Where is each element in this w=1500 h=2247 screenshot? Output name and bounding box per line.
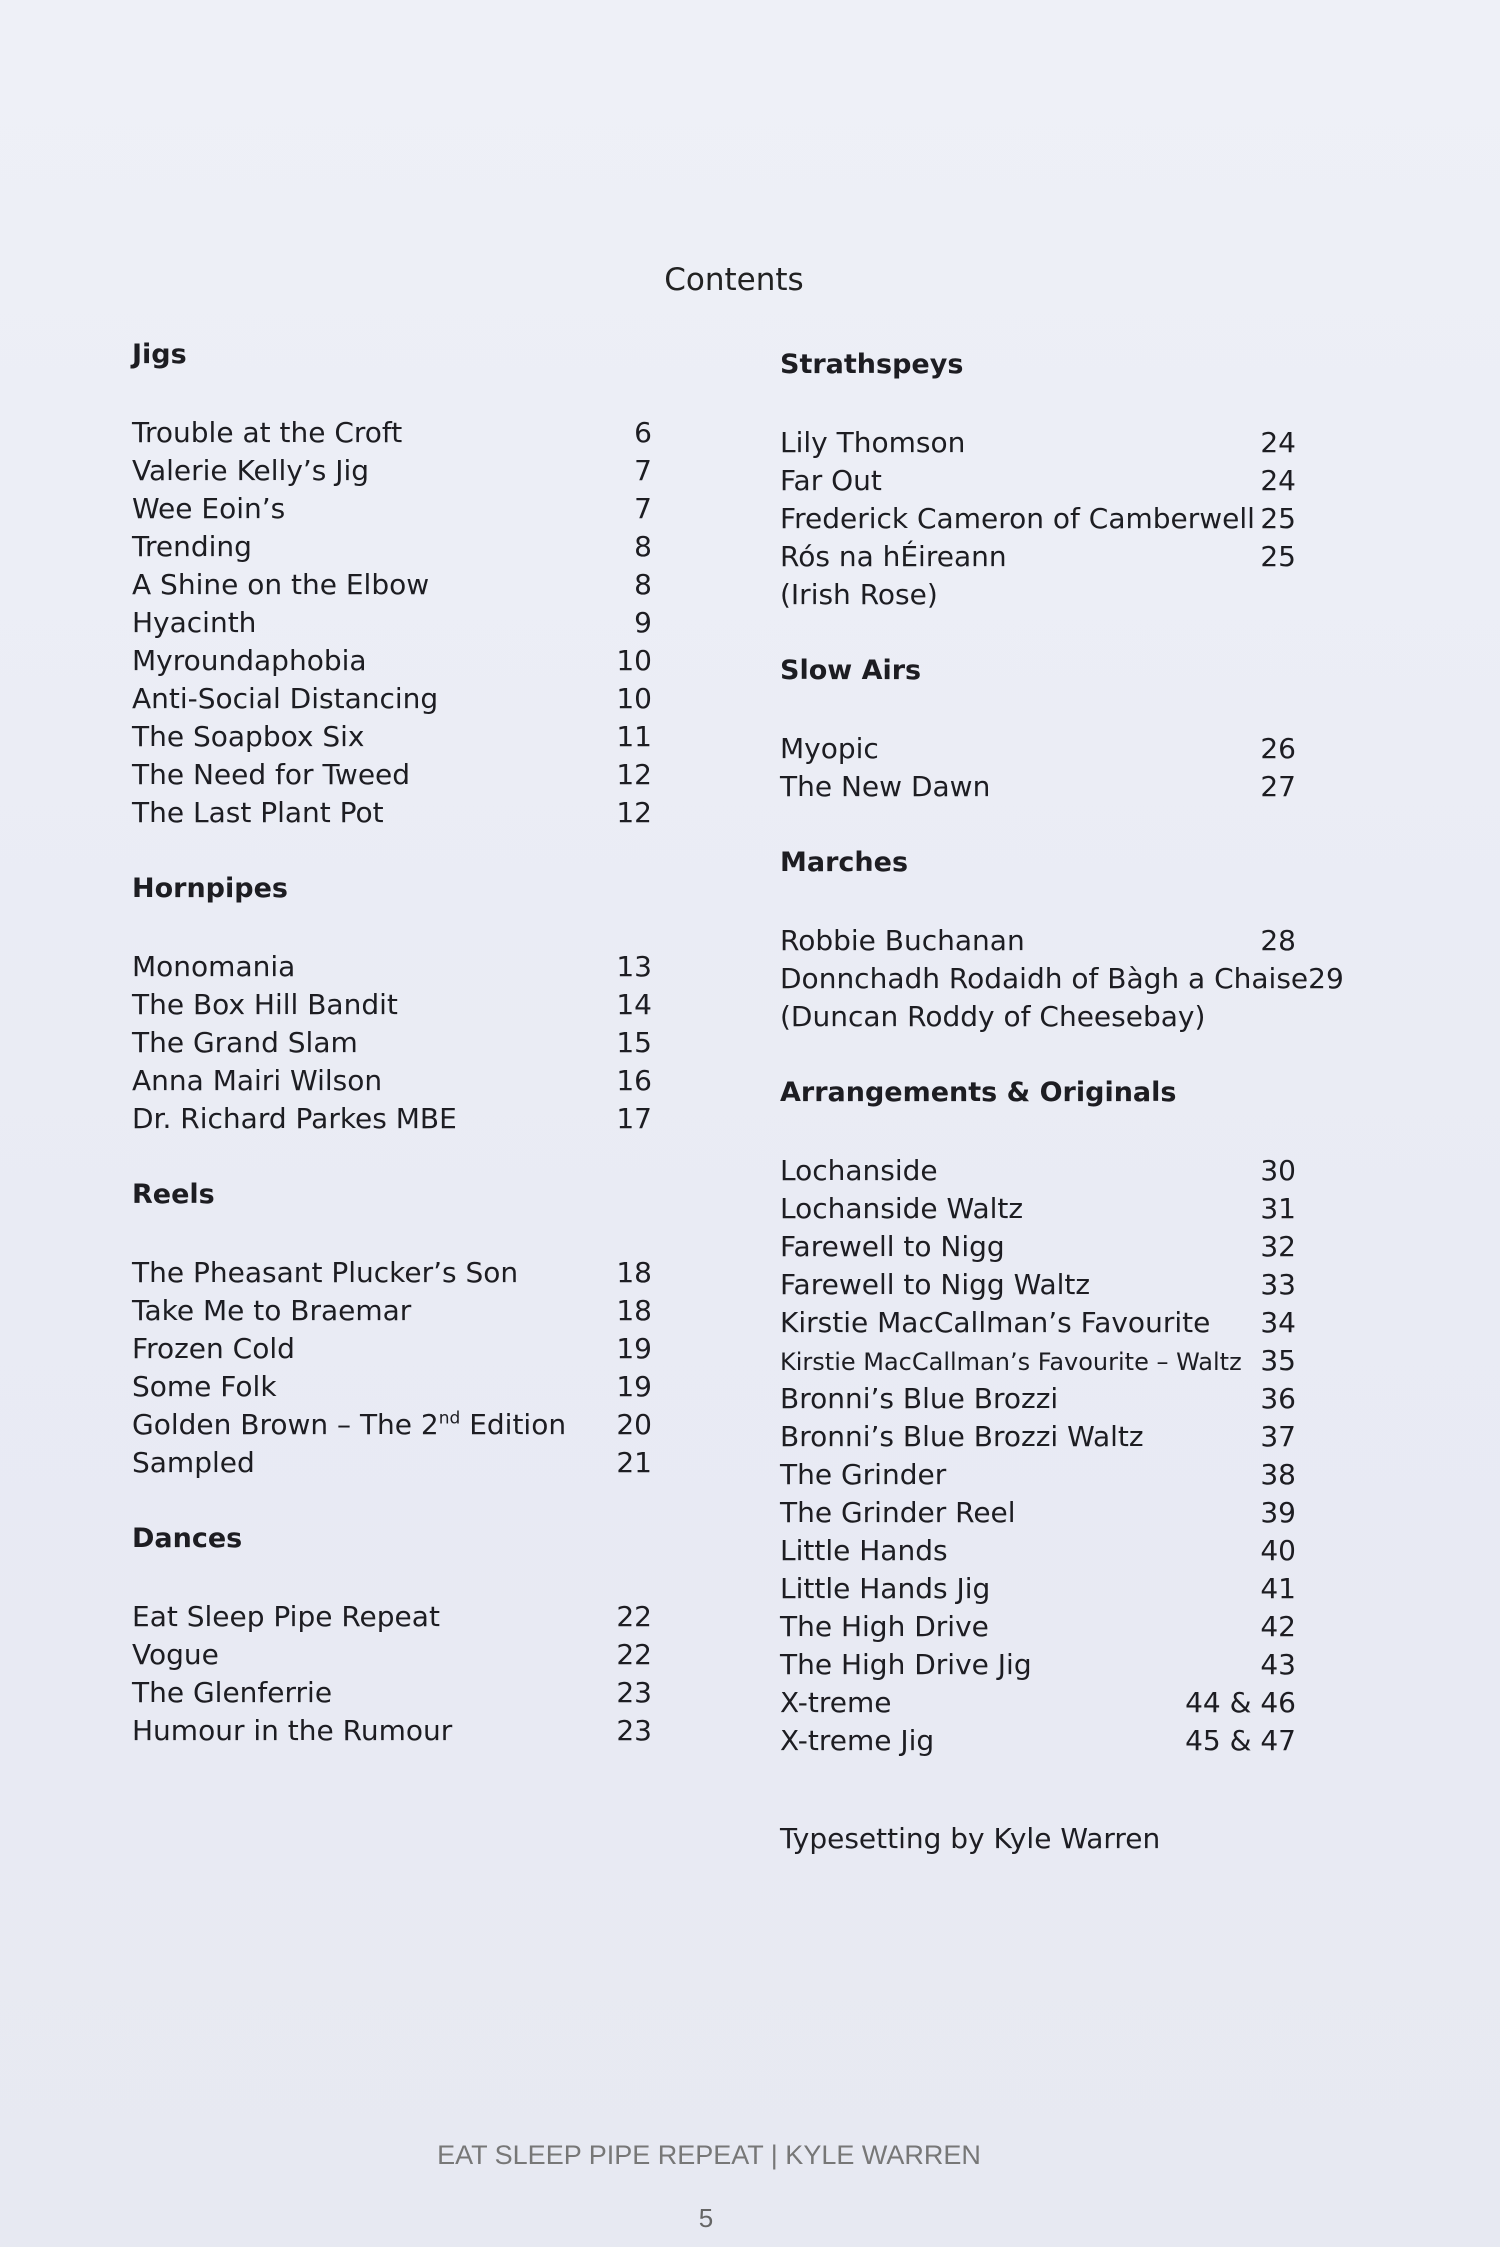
toc-entry [780, 922, 1296, 960]
entry-page-number: 34 [1260, 1306, 1296, 1339]
entry-title: X-treme [780, 1686, 892, 1719]
toc-entry [780, 1342, 1296, 1380]
section-heading: Marches [780, 847, 909, 878]
toc-entry [132, 566, 652, 604]
entry-title: The Box Hill Bandit [132, 988, 398, 1021]
entry-page-number: 10 [616, 682, 652, 715]
toc-entry [132, 1712, 652, 1750]
toc-entry [780, 1570, 1296, 1608]
entry-page-number: 18 [616, 1294, 652, 1327]
entry-page-number: 29 [1308, 962, 1344, 995]
entry-title: Donnchadh Rodaidh of Bàgh a Chaise [780, 962, 1309, 995]
entry-page-number: 6 [634, 416, 652, 449]
toc-entry [132, 414, 652, 452]
toc-section [132, 1520, 652, 1750]
toc-entry [780, 1266, 1296, 1304]
toc-entry [132, 794, 652, 832]
entry-page-number: 10 [616, 644, 652, 677]
entry-page-number: 30 [1260, 1154, 1296, 1187]
entry-title: The Pheasant Plucker’s Son [132, 1256, 519, 1289]
entry-page-number: 31 [1260, 1192, 1296, 1225]
toc-entry [780, 730, 1296, 768]
toc-entry [780, 768, 1296, 806]
entry-title: The Glenferrie [132, 1676, 333, 1709]
entry-page-number: 13 [616, 950, 652, 983]
entry-title: Myopic [780, 732, 879, 765]
entry-title: X-treme Jig [780, 1724, 935, 1757]
section-heading: Hornpipes [132, 873, 288, 904]
entry-page-number: 21 [616, 1446, 652, 1479]
entry-page-number: 8 [634, 568, 652, 601]
entry-page-number: 17 [616, 1102, 652, 1135]
toc-entry [780, 462, 1296, 500]
entry-page-number: 25 [1260, 502, 1296, 535]
entry-title: The Grinder [780, 1458, 947, 1491]
toc-entry [780, 1646, 1296, 1684]
toc-entry [132, 948, 652, 986]
entry-title: Lochanside [780, 1154, 938, 1187]
toc-section [780, 346, 1296, 614]
toc-entry [132, 1292, 652, 1330]
entry-page-number: 45 & 47 [1185, 1724, 1296, 1757]
entry-title: Rós na hÉireann [780, 540, 1007, 573]
toc-section [780, 652, 1296, 806]
entry-title: Monomania [132, 950, 296, 983]
entry-page-number: 7 [634, 454, 652, 487]
toc-entry [780, 1380, 1296, 1418]
toc-entry [132, 642, 652, 680]
entry-page-number: 14 [616, 988, 652, 1021]
entry-title: Farewell to Nigg [780, 1230, 1005, 1263]
toc-entry [780, 1228, 1296, 1266]
entry-page-number: 37 [1260, 1420, 1296, 1453]
right-column [780, 346, 1344, 1798]
section-heading: Strathspeys [780, 349, 964, 380]
entry-title: Frozen Cold [132, 1332, 295, 1365]
entry-title: Lochanside Waltz [780, 1192, 1024, 1225]
entry-title: Frederick Cameron of Camberwell [780, 502, 1255, 535]
entry-title: The Grinder Reel [780, 1496, 1016, 1529]
toc-entry [780, 1684, 1296, 1722]
entry-title: The High Drive [780, 1610, 989, 1643]
entry-page-number: 11 [616, 720, 652, 753]
entry-page-number: 35 [1260, 1344, 1296, 1377]
toc-entry [132, 1024, 652, 1062]
toc-entry [780, 960, 1344, 998]
entry-title: Dr. Richard Parkes MBE [132, 1102, 457, 1135]
entry-title: Trouble at the Croft [132, 416, 403, 449]
entry-title: Sampled [132, 1446, 255, 1479]
toc-entry [780, 1456, 1296, 1494]
toc-entry [780, 1190, 1296, 1228]
entry-title: The Soapbox Six [132, 720, 365, 753]
toc-entry [132, 604, 652, 642]
entry-page-number: 41 [1260, 1572, 1296, 1605]
entry-page-number: 18 [616, 1256, 652, 1289]
entry-title-superscript: nd [438, 1408, 461, 1429]
toc-entry [132, 1598, 652, 1636]
page-number: 5 [698, 2203, 714, 2233]
toc-entry [132, 680, 652, 718]
entry-page-number: 8 [634, 530, 652, 563]
entry-page-number: 44 & 46 [1185, 1686, 1296, 1719]
entry-page-number: 22 [616, 1600, 652, 1633]
entry-title: Farewell to Nigg Waltz [780, 1268, 1091, 1301]
toc-entry [132, 1406, 652, 1444]
page-title: Contents [664, 262, 804, 298]
entry-page-number: 23 [616, 1676, 652, 1709]
entry-page-number: 19 [616, 1370, 652, 1403]
toc-entry [132, 1444, 652, 1482]
entry-translation: (Irish Rose) [780, 578, 938, 611]
entry-title [132, 1406, 566, 1444]
entry-translation: (Duncan Roddy of Cheesebay) [780, 1000, 1206, 1033]
entry-page-number: 24 [1260, 426, 1296, 459]
section-heading: Dances [132, 1523, 243, 1554]
toc-section [132, 336, 652, 832]
entry-title: Robbie Buchanan [780, 924, 1025, 957]
toc-entry [780, 500, 1296, 538]
entry-title-part: Edition [460, 1408, 567, 1441]
toc-entry [780, 538, 1296, 576]
toc-entry [132, 490, 652, 528]
toc-entry [132, 1330, 652, 1368]
entry-page-number: 22 [616, 1638, 652, 1671]
left-column [132, 336, 652, 1788]
entry-page-number: 7 [634, 492, 652, 525]
running-footer: EAT SLEEP PIPE REPEAT | KYLE WARREN [437, 2140, 981, 2170]
toc-entry [132, 718, 652, 756]
toc-entry [780, 1304, 1296, 1342]
entry-title-part: Golden Brown – The 2 [132, 1408, 439, 1441]
entry-page-number: 23 [616, 1714, 652, 1747]
entry-page-number: 25 [1260, 540, 1296, 573]
entry-title: Wee Eoin’s [132, 492, 286, 525]
section-heading: Reels [132, 1179, 215, 1210]
entry-page-number: 15 [616, 1026, 652, 1059]
toc-section [132, 1176, 652, 1482]
entry-title: Bronni’s Blue Brozzi [780, 1382, 1059, 1415]
toc-entry [132, 1100, 652, 1138]
toc-entry [780, 1722, 1296, 1760]
toc-section [132, 870, 652, 1138]
entry-title: Hyacinth [132, 606, 257, 639]
entry-title: Valerie Kelly’s Jig [132, 454, 370, 487]
entry-page-number: 26 [1260, 732, 1296, 765]
entry-title: Far Out [780, 464, 882, 497]
entry-title: Some Folk [132, 1370, 277, 1403]
toc-entry [780, 1418, 1296, 1456]
entry-page-number: 42 [1260, 1610, 1296, 1643]
toc-entry [780, 1494, 1296, 1532]
entry-title: Myroundaphobia [132, 644, 367, 677]
entry-page-number: 24 [1260, 464, 1296, 497]
toc-entry [780, 1152, 1296, 1190]
entry-title: Bronni’s Blue Brozzi Waltz [780, 1420, 1144, 1453]
entry-page-number: 33 [1260, 1268, 1296, 1301]
entry-page-number: 38 [1260, 1458, 1296, 1491]
toc-entry [132, 1674, 652, 1712]
toc-section [780, 844, 1344, 1036]
toc-entry [132, 452, 652, 490]
entry-page-number: 16 [616, 1064, 652, 1097]
entry-title: Trending [132, 530, 252, 563]
entry-title: Humour in the Rumour [132, 1714, 453, 1747]
toc-entry [780, 1532, 1296, 1570]
entry-page-number: 19 [616, 1332, 652, 1365]
toc-entry [132, 1254, 652, 1292]
entry-title: A Shine on the Elbow [132, 568, 430, 601]
section-heading: Slow Airs [780, 655, 922, 686]
entry-page-number: 12 [616, 796, 652, 829]
section-heading: Jigs [132, 339, 187, 370]
entry-title: Lily Thomson [780, 426, 966, 459]
entry-title: Little Hands [780, 1534, 948, 1567]
entry-title: Kirstie MacCallman’s Favourite – Waltz [780, 1348, 1242, 1376]
entry-page-number: 27 [1260, 770, 1296, 803]
entry-page-number: 12 [616, 758, 652, 791]
entry-title: Anna Mairi Wilson [132, 1064, 383, 1097]
entry-title: The Last Plant Pot [132, 796, 384, 829]
toc-entry [132, 528, 652, 566]
toc-entry [132, 1368, 652, 1406]
typesetting-credit: Typesetting by Kyle Warren [780, 1822, 1161, 1855]
entry-page-number: 36 [1260, 1382, 1296, 1415]
entry-title: Little Hands Jig [780, 1572, 991, 1605]
entry-title: Vogue [132, 1638, 219, 1671]
entry-page-number: 43 [1260, 1648, 1296, 1681]
section-heading: Arrangements & Originals [780, 1077, 1177, 1108]
entry-page-number: 32 [1260, 1230, 1296, 1263]
toc-section [780, 1074, 1296, 1760]
toc-entry [780, 1608, 1296, 1646]
toc-entry [132, 1062, 652, 1100]
entry-page-number: 20 [616, 1408, 652, 1441]
entry-page-number: 28 [1260, 924, 1296, 957]
entry-title: Anti-Social Distancing [132, 682, 439, 715]
entry-title: The New Dawn [780, 770, 991, 803]
entry-title: The Need for Tweed [132, 758, 411, 791]
entry-page-number: 9 [634, 606, 652, 639]
entry-page-number: 40 [1260, 1534, 1296, 1567]
toc-entry [132, 986, 652, 1024]
entry-title: The Grand Slam [132, 1026, 358, 1059]
entry-title: Eat Sleep Pipe Repeat [132, 1600, 440, 1633]
entry-page-number: 39 [1260, 1496, 1296, 1529]
entry-title: Take Me to Braemar [132, 1294, 412, 1327]
entry-title: The High Drive Jig [780, 1648, 1032, 1681]
entry-title: Kirstie MacCallman’s Favourite [780, 1306, 1211, 1339]
toc-entry [132, 1636, 652, 1674]
toc-entry [780, 424, 1296, 462]
toc-entry [132, 756, 652, 794]
